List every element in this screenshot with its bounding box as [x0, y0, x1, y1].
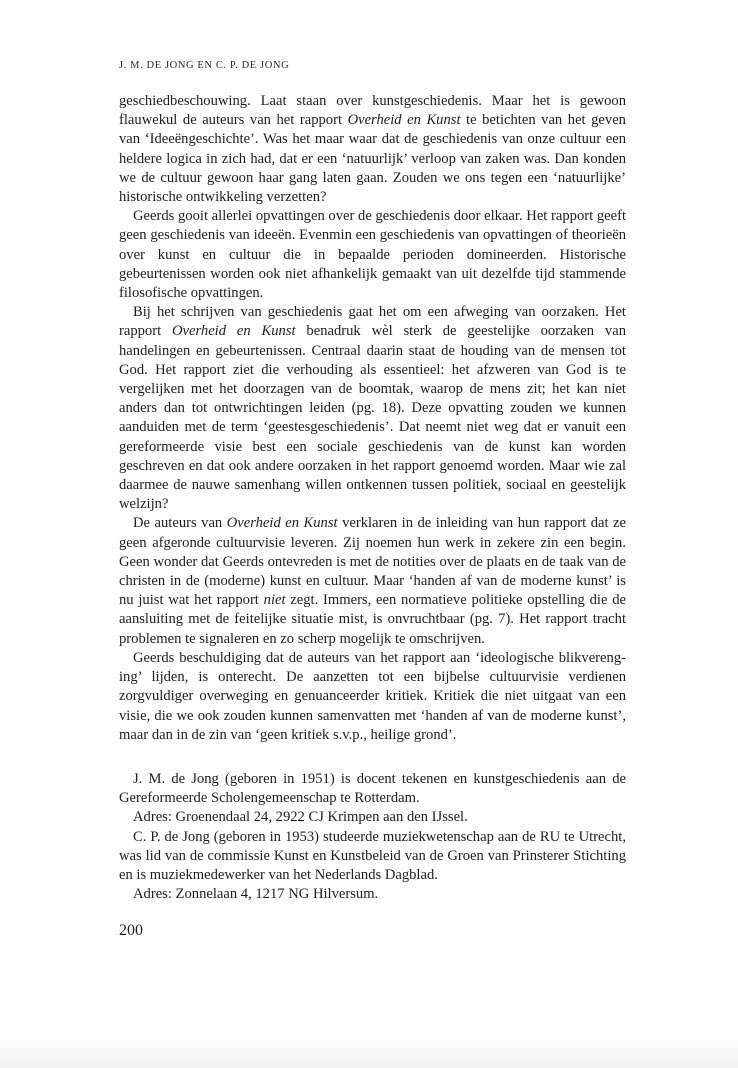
- author-bio: C. P. de Jong (geboren in 1953) studeerde muziekwetenschap aan de RU te Utrecht, was lid van de commissie Kunst en Kunstbeleid van de Groen van Prinsterer Stichting en is muziekmedewerker van het Nederlands Dagblad.: [119, 828, 626, 884]
- italic-title: Overheid en Kunst: [172, 323, 296, 340]
- author-address: Adres: Groenendaal 24, 2922 CJ Krimpen aan den IJssel.: [133, 809, 468, 826]
- author-notes: [119, 770, 626, 904]
- author-address: Adres: Zonnelaan 4, 1217 NG Hilversum.: [133, 886, 379, 903]
- paragraph: Bij het schrijven van geschiedenis gaat het om een afweging van oorzaken. Het rapport Overheid en Kunst benadruk wèl sterk de geestelijke oorzaken van handelingen en gebeurtenissen. Centraal daarin staat de houding van de mensen tot God. Het rapport ziet die verhouding als essentieel: het afzweren van God is te vergelijken met het doorzagen van de boomtak, waarop de mens zit; het kan niet anders dan tot ontwrichtingen leiden (pg. 18). Deze opvatting zouden we kunnen aanduiden met de term ‘geestesgeschiedenis’. Dat neemt niet weg dat er vanuit een gereformeerde visie best een sociale geschiedenis van de kunst kan worden geschreven en dat ook andere oorzaken in het rapport genoemd worden. Maar wie zal daarmee de nauwe samenhang willen ontkennen tussen politiek, sociaal en geestelijk welzijn?: [119, 304, 626, 513]
- scan-edge: [0, 1040, 738, 1068]
- running-head: J. M. DE JONG EN C. P. DE JONG: [119, 60, 290, 71]
- page-number: 200: [119, 922, 143, 939]
- paragraph: De auteurs van Overheid en Kunst verklaren in de inleiding van hun rapport dat ze geen afgeronde cultuurvisie leveren. Zij noemen hun werk in zekere zin een begin. Geen wonder dat Geerds ontevreden is met de notities over de plaats en de taak van de christen in de (moderne) kunst en cultuur. Maar ‘handen af van de moderne kunst’ is nu juist wat het rapport niet zegt. Immers, een normatieve politieke opstelling die de aansluiting met de feitelijke situatie mist, is onvruchtbaar (pg. 7). Het rapport tracht problemen te signaleren en zo scherp mogelijk te omschrijven.: [119, 515, 626, 647]
- article-body: [119, 92, 626, 745]
- paragraph: geschiedbeschouwing. Laat staan over kunstgeschiedenis. Maar het is gewoon flauwekul de auteurs van het rapport Overheid en Kunst te betichten van het geven van ‘Ideeëngeschichte’. Was het maar waar dat de geschiedenis van onze cultuur een heldere logica in zich had, dat er een ‘natuurlijk’ verloop van zaken was. Dan konden we de cultuur gewoon haar gang laten gaan. Zouden we ons tegen een ‘natuurlijke’ historische ontwikkeling verzetten?: [119, 93, 626, 206]
- author-bio: J. M. de Jong (geboren in 1951) is docent tekenen en kunstgeschiedenis aan de Gereformeerde Scholengemeenschap te Rotterdam.: [119, 771, 626, 807]
- italic-title: Overheid en Kunst: [347, 112, 461, 129]
- italic-emphasis: niet: [263, 592, 286, 609]
- italic-title: Overheid en Kunst: [226, 515, 338, 532]
- paragraph: Geerds gooit allerlei opvattingen over de geschiedenis door elkaar. Het rapport geeft geen geschiedenis van ideeën. Evenmin een geschiedenis van opvattingen of theorieën over kunst en cultuur die in bepaalde perioden domineerden. Historische gebeurtenissen worden ook niet afhankelijk gemaakt van uit dezelfde tijd stammende filosofische opvattingen.: [119, 208, 626, 302]
- paragraph: Geerds beschuldiging dat de auteurs van het rapport aan ‘ideologische blikverenging’ lijden, is onterecht. De aanzetten tot een bijbelse cultuurvisie verdienen zorgvuldiger overweging en genuanceerder kritiek. Kritiek die niet uitgaat van een visie, die we ook zouden kunnen samenvatten met ‘handen af van de moderne kunst’, maar dan in de zin van ‘geen kritiek s.v.p., heilige grond’.: [119, 649, 626, 743]
